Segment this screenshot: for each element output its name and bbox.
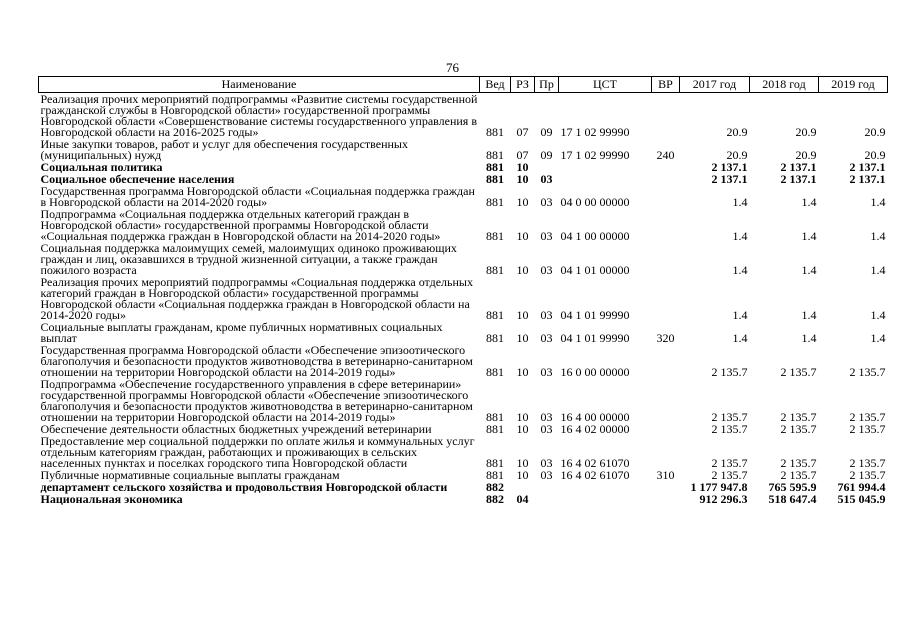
cell-2018: 518 647.4 bbox=[768, 492, 817, 506]
cell-ved: 881 bbox=[486, 468, 504, 482]
table-row bbox=[39, 493, 888, 505]
cell-pr: 09 bbox=[540, 148, 553, 162]
cell-2018: 2 135.7 bbox=[780, 365, 817, 379]
table-row bbox=[39, 276, 888, 321]
cell-rz: 10 bbox=[516, 195, 529, 209]
table-row bbox=[39, 378, 888, 423]
cell-rz: 07 bbox=[516, 148, 529, 162]
cell-2018: 2 137.1 bbox=[780, 160, 817, 174]
cell-2017: 2 135.7 bbox=[711, 410, 748, 424]
cell-cst bbox=[559, 493, 652, 505]
cell-pr bbox=[535, 493, 559, 505]
cell-ved: 881 bbox=[486, 365, 504, 379]
table-row bbox=[39, 242, 888, 276]
cell-cst: 17 1 02 99990 bbox=[560, 148, 630, 162]
cell-vr bbox=[652, 481, 680, 493]
table-row bbox=[39, 321, 888, 344]
row-name: Подпрограмма «Социальная поддержка отдельных категорий граждан в Новгородской области» государственной программы Новгородской области «Социальная поддержка граждан в Новгородской области на 2014-2020 годы» bbox=[40, 207, 441, 243]
row-name: Реализация прочих мероприятий подпрограммы «Социальная поддержка отдельных категорий граждан в Новгородской области» государственной программы Новгородской области «Социальная поддержка граждан в Новгородской области на 2014-2020 годы» bbox=[40, 275, 473, 322]
cell-pr: 03 bbox=[540, 172, 553, 186]
cell-vr bbox=[652, 423, 680, 435]
cell-cst: 04 1 00 00000 bbox=[560, 229, 630, 243]
cell-2017: 20.9 bbox=[726, 125, 748, 139]
col-header-vr: ВР bbox=[652, 77, 680, 93]
cell-rz: 10 bbox=[516, 308, 529, 322]
cell-cst: 04 0 00 00000 bbox=[560, 195, 630, 209]
cell-pr: 03 bbox=[540, 410, 553, 424]
cell-2017: 2 137.1 bbox=[711, 172, 748, 186]
cell-pr: 03 bbox=[540, 422, 553, 436]
col-header-pr: Пр bbox=[535, 77, 559, 93]
cell-2018: 2 137.1 bbox=[780, 172, 817, 186]
cell-cst: 17 1 02 99990 bbox=[560, 125, 630, 139]
cell-2018: 1.4 bbox=[801, 195, 817, 209]
cell-ved: 881 bbox=[486, 331, 504, 345]
page-number: 76 bbox=[446, 60, 459, 75]
cell-2019: 2 135.7 bbox=[849, 365, 886, 379]
budget-table bbox=[38, 76, 888, 505]
cell-pr: 03 bbox=[540, 365, 553, 379]
cell-2019: 1.4 bbox=[870, 229, 886, 243]
cell-2019: 20.9 bbox=[864, 125, 886, 139]
cell-cst bbox=[559, 481, 652, 493]
cell-2017: 2 137.1 bbox=[711, 160, 748, 174]
cell-ved: 881 bbox=[486, 195, 504, 209]
col-header-ved: Вед bbox=[480, 77, 511, 93]
cell-2017: 2 135.7 bbox=[711, 456, 748, 470]
col-header-cst: ЦСТ bbox=[559, 77, 652, 93]
cell-2019: 20.9 bbox=[864, 148, 886, 162]
cell-2017: 2 135.7 bbox=[711, 422, 748, 436]
cell-2017: 1.4 bbox=[732, 263, 748, 277]
cell-vr: 310 bbox=[656, 468, 675, 482]
cell-cst: 04 1 01 99990 bbox=[560, 308, 630, 322]
cell-rz: 10 bbox=[516, 456, 529, 470]
table-row bbox=[39, 93, 888, 139]
cell-2019: 2 137.1 bbox=[849, 172, 886, 186]
cell-pr: 03 bbox=[540, 456, 553, 470]
cell-2017: 1.4 bbox=[732, 331, 748, 345]
col-header-name: Наименование bbox=[39, 77, 480, 93]
cell-2019: 1.4 bbox=[870, 308, 886, 322]
cell-cst: 16 4 00 00000 bbox=[560, 410, 630, 424]
cell-cst: 16 4 02 61070 bbox=[560, 468, 630, 482]
cell-cst: 16 4 02 61070 bbox=[560, 456, 630, 470]
cell-2017: 1.4 bbox=[732, 229, 748, 243]
cell-vr bbox=[652, 276, 680, 321]
cell-ved: 881 bbox=[486, 410, 504, 424]
row-name: департамент сельского хозяйства и продовольствия Новгородской области bbox=[40, 480, 448, 494]
cell-2017: 1 177 947.8 bbox=[690, 480, 748, 494]
cell-2017: 2 135.7 bbox=[711, 468, 748, 482]
row-name: Государственная программа Новгородской области «Обеспечение эпизоотического благополучия и безопасности продуктов животноводства в ветеринарно-санитарном отношении на территории Новгородской области на 2014-2019 годы» bbox=[40, 343, 473, 379]
row-name: Социальное обеспечение населения bbox=[40, 172, 235, 186]
row-name: Предоставление мер социальной поддержки по оплате жилья и коммунальных услуг отдельным категориям граждан, работающих и проживающих в сельских населенных пунктах и поселках городского типа Новгородской области bbox=[40, 434, 475, 470]
cell-2019: 1.4 bbox=[870, 263, 886, 277]
cell-pr: 03 bbox=[540, 308, 553, 322]
cell-ved: 881 bbox=[486, 308, 504, 322]
header-row bbox=[39, 77, 888, 93]
cell-2019: 2 135.7 bbox=[849, 456, 886, 470]
col-header-2017: 2017 год bbox=[680, 77, 750, 93]
cell-ved: 881 bbox=[486, 456, 504, 470]
cell-vr: 240 bbox=[656, 148, 675, 162]
cell-vr bbox=[652, 242, 680, 276]
cell-2018: 1.4 bbox=[801, 308, 817, 322]
cell-ved: 881 bbox=[486, 125, 504, 139]
cell-vr bbox=[652, 93, 680, 139]
cell-vr bbox=[652, 185, 680, 208]
cell-ved: 881 bbox=[486, 172, 504, 186]
cell-rz: 10 bbox=[516, 410, 529, 424]
cell-cst: 16 0 00 00000 bbox=[560, 365, 630, 379]
table-row bbox=[39, 208, 888, 242]
cell-ved: 881 bbox=[486, 263, 504, 277]
row-name: Государственная программа Новгородской области «Социальная поддержка граждан в Новгородской области на 2014-2020 годы» bbox=[40, 184, 475, 209]
cell-cst: 16 4 02 00000 bbox=[560, 422, 630, 436]
cell-cst: 04 1 01 00000 bbox=[560, 263, 630, 277]
cell-vr bbox=[652, 161, 680, 173]
cell-pr: 03 bbox=[540, 331, 553, 345]
cell-vr bbox=[652, 378, 680, 423]
cell-2019: 2 135.7 bbox=[849, 422, 886, 436]
col-header-2019: 2019 год bbox=[819, 77, 888, 93]
cell-ved: 881 bbox=[486, 229, 504, 243]
row-name: Социальная политика bbox=[40, 160, 163, 174]
row-name: Социальные выплаты гражданам, кроме публичных нормативных социальных выплат bbox=[40, 320, 443, 345]
cell-rz: 10 bbox=[516, 229, 529, 243]
cell-vr bbox=[652, 173, 680, 185]
row-name: Публичные нормативные социальные выплаты гражданам bbox=[40, 468, 340, 482]
cell-cst: 04 1 01 99990 bbox=[560, 331, 630, 345]
table-row bbox=[39, 138, 888, 161]
cell-ved: 881 bbox=[486, 160, 504, 174]
cell-rz: 10 bbox=[516, 263, 529, 277]
col-header-2018: 2018 год bbox=[750, 77, 819, 93]
row-name: Социальная поддержка малоимущих семей, малоимущих одиноко проживающих граждан и лиц, оказавшихся в трудной жизненной ситуации, а также граждан пожилого возраста bbox=[40, 241, 457, 277]
cell-2018: 20.9 bbox=[795, 148, 817, 162]
cell-2018: 1.4 bbox=[801, 331, 817, 345]
cell-2018: 2 135.7 bbox=[780, 456, 817, 470]
row-name: Иные закупки товаров, работ и услуг для обеспечения государственных (муниципальных) нужд bbox=[40, 137, 408, 162]
cell-2019: 1.4 bbox=[870, 331, 886, 345]
cell-ved: 881 bbox=[486, 148, 504, 162]
cell-2017: 1.4 bbox=[732, 308, 748, 322]
cell-vr bbox=[652, 493, 680, 505]
cell-pr: 03 bbox=[540, 229, 553, 243]
cell-2019: 515 045.9 bbox=[837, 492, 886, 506]
cell-ved: 882 bbox=[486, 492, 504, 506]
cell-2017: 20.9 bbox=[726, 148, 748, 162]
cell-rz: 10 bbox=[516, 468, 529, 482]
cell-2018: 2 135.7 bbox=[780, 422, 817, 436]
cell-2017: 912 296.3 bbox=[699, 492, 748, 506]
cell-vr bbox=[652, 208, 680, 242]
cell-rz: 07 bbox=[516, 125, 529, 139]
cell-vr bbox=[652, 344, 680, 378]
cell-2018: 2 135.7 bbox=[780, 410, 817, 424]
cell-ved: 882 bbox=[486, 480, 504, 494]
table-row bbox=[39, 185, 888, 208]
cell-ved: 881 bbox=[486, 422, 504, 436]
table-row bbox=[39, 435, 888, 469]
cell-2018: 20.9 bbox=[795, 125, 817, 139]
cell-2017: 1.4 bbox=[732, 195, 748, 209]
cell-rz: 10 bbox=[516, 365, 529, 379]
cell-2018: 765 595.9 bbox=[768, 480, 817, 494]
table-row bbox=[39, 344, 888, 378]
cell-cst bbox=[559, 161, 652, 173]
row-name: Подпрограмма «Обеспечение государственного управления в сфере ветеринарии» государственной программы Новгородской области «Обеспечение эпизоотического благополучия и безопасности продуктов животноводства в ветеринарно-санитарном отношении на территории Новгородской области на 2014-2019 годы» bbox=[40, 377, 473, 424]
cell-2017: 2 135.7 bbox=[711, 365, 748, 379]
cell-2018: 2 135.7 bbox=[780, 468, 817, 482]
cell-vr: 320 bbox=[656, 331, 675, 345]
cell-rz: 04 bbox=[516, 492, 529, 506]
cell-2019: 761 994.4 bbox=[837, 480, 886, 494]
cell-pr: 03 bbox=[540, 468, 553, 482]
cell-pr: 03 bbox=[540, 195, 553, 209]
cell-pr: 03 bbox=[540, 263, 553, 277]
cell-vr bbox=[652, 435, 680, 469]
cell-2018: 1.4 bbox=[801, 229, 817, 243]
cell-2019: 2 135.7 bbox=[849, 468, 886, 482]
cell-rz: 10 bbox=[516, 331, 529, 345]
cell-rz: 10 bbox=[516, 160, 529, 174]
cell-2019: 2 135.7 bbox=[849, 410, 886, 424]
col-header-rz: РЗ bbox=[511, 77, 535, 93]
cell-2018: 1.4 bbox=[801, 263, 817, 277]
cell-pr bbox=[535, 481, 559, 493]
table-body bbox=[39, 93, 888, 506]
cell-rz: 10 bbox=[516, 422, 529, 436]
cell-cst bbox=[559, 173, 652, 185]
row-name: Реализация прочих мероприятий подпрограммы «Развитие системы государственной гражданской службы в Новгородской области» государственной программы Новгородской области «Совершенствование системы государственного управления в Новгородской области на 2016-2025 годы» bbox=[40, 92, 478, 139]
cell-2019: 2 137.1 bbox=[849, 160, 886, 174]
row-name: Обеспечение деятельности областных бюджетных учреждений ветеринарии bbox=[40, 422, 432, 436]
cell-pr: 09 bbox=[540, 125, 553, 139]
row-name: Национальная экономика bbox=[40, 492, 183, 506]
cell-2019: 1.4 bbox=[870, 195, 886, 209]
cell-rz: 10 bbox=[516, 172, 529, 186]
